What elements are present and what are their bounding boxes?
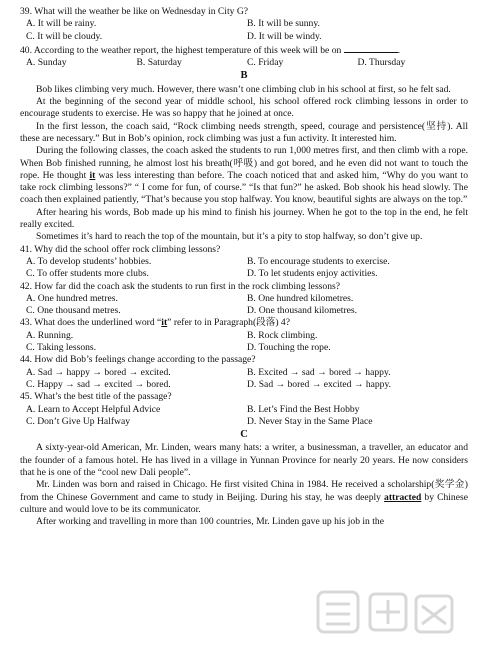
q41-option-c: C. To offer students more clubs. (26, 268, 149, 280)
q42-option-b: B. One hundred kilometres. (247, 292, 354, 304)
q43-option-b: B. Rock climbing. (247, 329, 318, 341)
section-c-heading: C (240, 429, 248, 441)
passage-c-paragraph-2 (20, 479, 468, 516)
question-42-stem: 42. How far did the coach ask the students to run first in the rock climbing lessons? (20, 280, 340, 292)
q44-option-c: C. Happy → sad → excited → bored. (26, 378, 171, 390)
question-43-options (26, 330, 468, 355)
question-45-options (26, 404, 468, 429)
question-41-options (26, 256, 468, 281)
q44-option-d: D. Sad → bored → excited → happy. (247, 378, 392, 390)
q42-option-d: D. One thousand kilometres. (247, 305, 358, 317)
passage-b-paragraph-4 (20, 145, 468, 206)
q39-option-d: D. It will be windy. (247, 30, 322, 42)
passage-b-paragraph-5: After hearing his words, Bob made up his mind to finish his journey. When he got to the top in the end, he felt really excited. (20, 206, 468, 231)
passage-b-paragraph-3: In the first lesson, the coach said, “Rock climbing needs strength, speed, courage and persistence(坚持). All these are necessary.” But in Bob’s opinion, rock climbing was just a fun activity. It interested him. (20, 120, 468, 144)
q43-underlined-it: it (161, 317, 168, 329)
underlined-word-it: it (89, 169, 96, 181)
answer-blank (344, 43, 398, 53)
q44-option-a: A. Sad → happy → bored → excited. (26, 366, 171, 378)
q40-option-a: A. Sunday (26, 57, 67, 69)
passage-b-paragraph-1: Bob likes climbing very much. However, there wasn’t one climbing club in his school at first, so he felt sad. (36, 83, 451, 95)
question-39-stem: 39. What will the weather be like on Wednesday in City G? (20, 6, 249, 17)
q39-option-b: B. It will be sunny. (247, 18, 320, 30)
q43-stem-post: ” refer to in Paragraph(段落) 4? (167, 317, 290, 329)
paragraph-c2-part-2: by Chinese culture and would love to be its communicator. (20, 491, 468, 515)
q45-option-d: D. Never Stay in the Same Place (247, 415, 373, 427)
paragraph-c2-part-1: Mr. Linden was born and raised in Chicago. He first visited China in 1984. He received a scholarship(奖学金) from the Chinese Government and came to study in Beijing. During his stay, he was deeply (20, 479, 468, 503)
question-41-stem: 41. Why did the school offer rock climbing lessons? (20, 243, 221, 255)
q43-option-d: D. Touching the rope. (247, 342, 331, 354)
q40-option-b: B. Saturday (136, 57, 182, 69)
q40-option-d: D. Thursday (357, 57, 406, 69)
passage-b-paragraph-6: Sometimes it’s hard to reach the top of the mountain, but it’s a pity to stop halfway, so don’t give up. (36, 231, 423, 243)
question-43-stem (20, 317, 468, 329)
passage-c-paragraph-1: A sixty-year-old American, Mr. Linden, wears many hats: a writer, a businessman, a traveller, an educator and the founder of a famous hotel. He has lived in a village in Yunnan Province for nearly 20 years. He now considers that he is one of the “cool new Dali people”. (20, 442, 468, 478)
passage-b-paragraph-2: At the beginning of the second year of middle school, his school offered rock climbing lessons in order to encourage students to exercise. He was so happy that he joined at once. (20, 96, 468, 120)
watermark-logo (312, 584, 462, 654)
q45-option-b: B. Let’s Find the Best Hobby (247, 403, 360, 415)
passage-c-paragraph-3: After working and travelling in more than 100 countries, Mr. Linden gave up his job in the (36, 516, 384, 528)
question-45-stem: 45. What’s the best title of the passage? (20, 391, 172, 403)
paragraph-4-part-1: During the following classes, the coach asked the students to run 1,000 metres first, and then climb with a rope. When Bob finished running, he almost lost his breath(呼吸) and got bored, and he even did not want to touch the rope. He thought (20, 145, 468, 181)
underlined-word-attracted: attracted (384, 491, 422, 503)
q41-option-b: B. To encourage students to exercise. (247, 255, 390, 267)
q41-option-d: D. To let students enjoy activities. (247, 268, 378, 280)
question-39-options (26, 18, 468, 43)
q39-option-a: A. It will be rainy. (26, 18, 97, 30)
q43-option-a: A. Running. (26, 329, 74, 341)
question-40-stem: 40. According to the weather report, the highest temperature of this week will be on (20, 44, 342, 56)
section-b-heading: B (240, 70, 248, 82)
q42-option-a: A. One hundred metres. (26, 292, 118, 304)
question-40: 40. According to the weather report, the highest temperature of this week will be on . (20, 44, 401, 56)
paragraph-4-part-2: was less interesting than before. The coach noticed that and asked him, “Why do you want to take rock climbing lessons?” “ I come for fun, of course.” “Is that fun?” he asked. Bob shook his head slowly. The coach then explained patiently, “That’s because you stop halfway. You know, beautiful sights are always on the top.” (20, 169, 468, 206)
question-44-stem: 44. How did Bob’s feelings change according to the passage? (20, 354, 256, 366)
q44-option-b: B. Excited → sad → bored → happy. (247, 366, 391, 378)
question-42-options (26, 293, 468, 318)
q43-stem-pre: 43. What does the underlined word “ (20, 317, 162, 329)
q41-option-a: A. To develop students’ hobbies. (26, 255, 152, 267)
q42-option-c: C. One thousand metres. (26, 305, 121, 317)
q45-option-a: A. Learn to Accept Helpful Advice (26, 403, 161, 415)
question-40-options (26, 57, 468, 69)
q40-option-c: C. Friday (247, 57, 284, 69)
q45-option-c: C. Don’t Give Up Halfway (26, 415, 131, 427)
question-44-options (26, 367, 468, 392)
q39-option-c: C. It will be cloudy. (26, 30, 103, 42)
q43-option-c: C. Taking lessons. (26, 342, 97, 354)
